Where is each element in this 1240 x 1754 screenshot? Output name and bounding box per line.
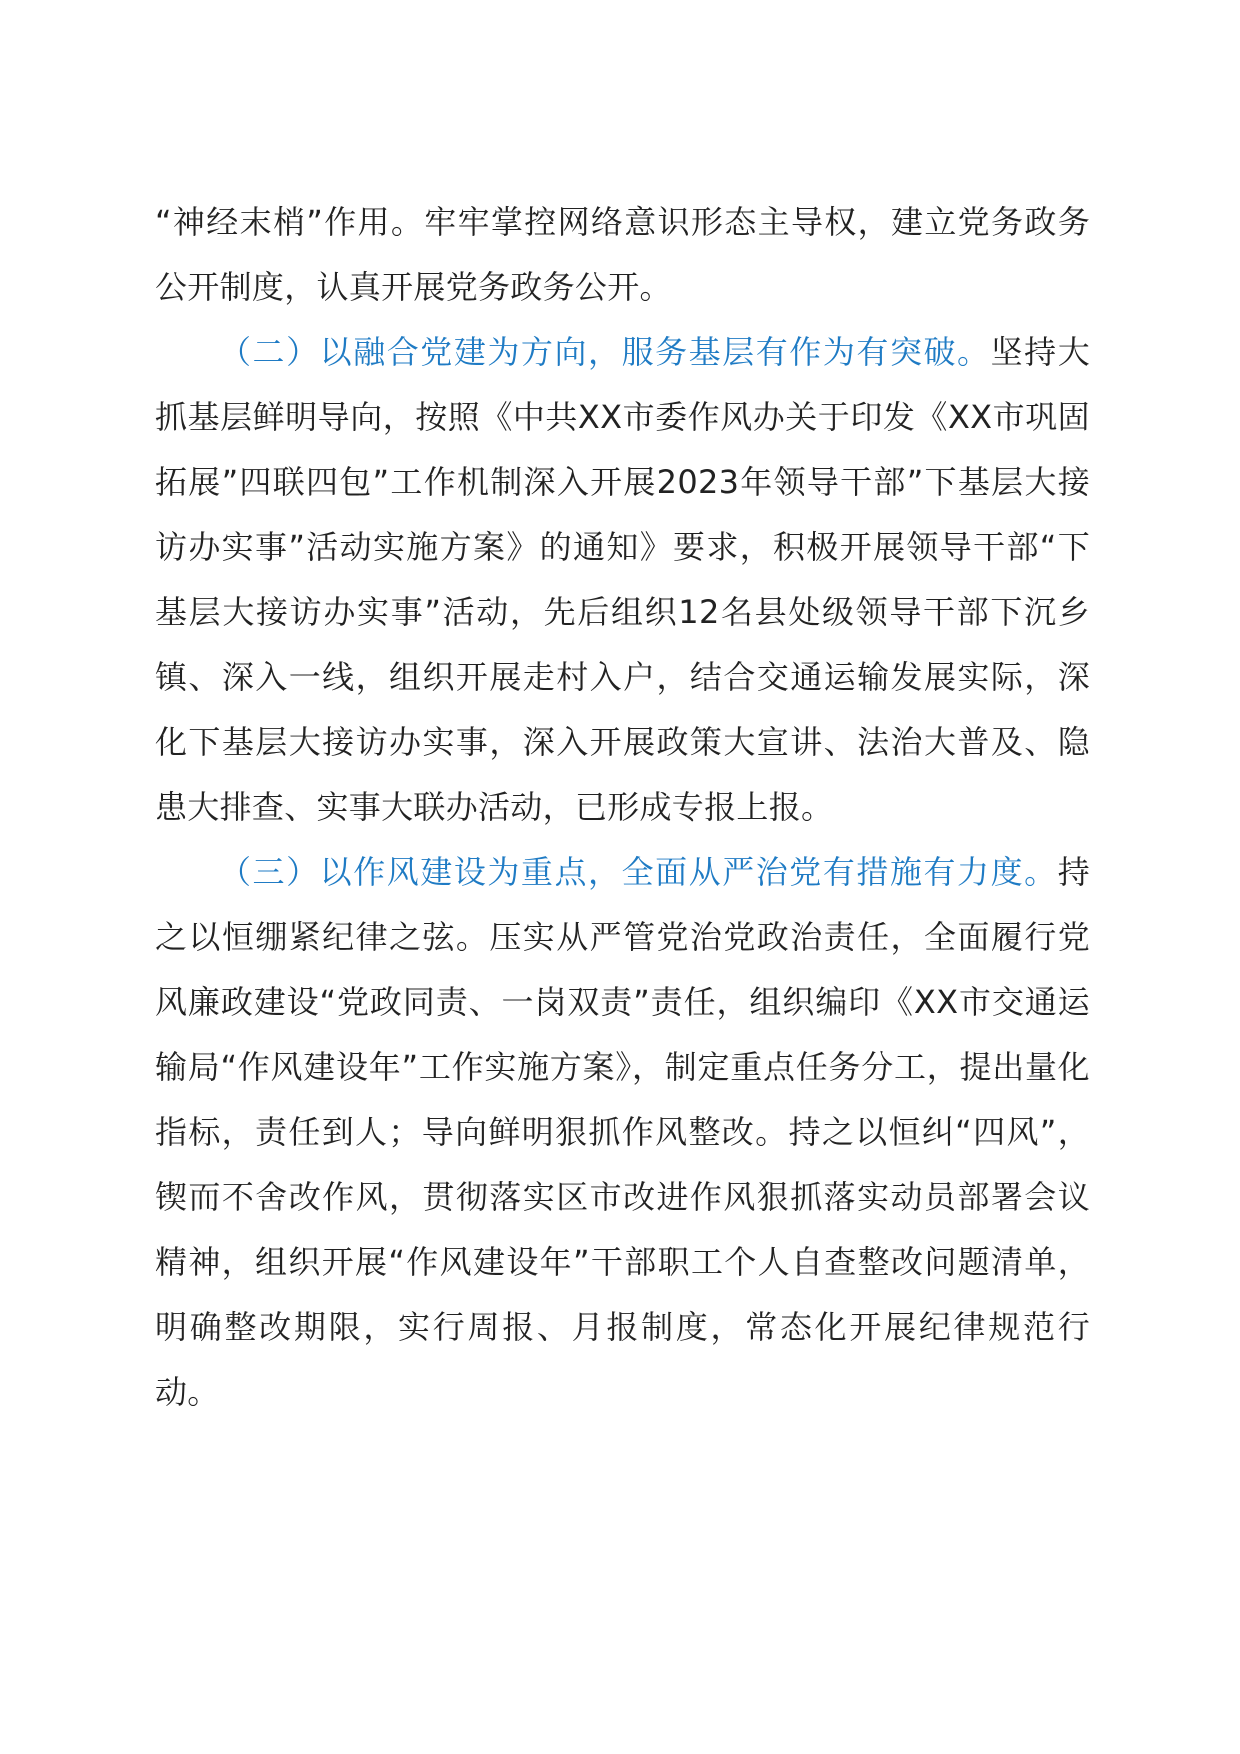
document-page bbox=[155, 190, 1090, 1425]
section-heading: （二）以融合党建为方向，服务基层有作为有突破。 bbox=[219, 333, 991, 371]
paragraph-body: 持之以恒绷紧纪律之弦。压实从严管党治党政治责任，全面履行党风廉政建设“党政同责、一岗双责”责任，组织编印《XX市交通运输局“作风建设年”工作实施方案》，制定重点任务分工，提出量化指标，责任到人；导向鲜明狠抓作风整改。持之以恒纠“四风”，锲而不舍改作风，贯彻落实区市改进作风狠抓落实动员部署会议精神，组织开展“作风建设年”干部职工个人自查整改问题清单，明确整改期限，实行周报、月报制度，常态化开展纪律规范行动。 bbox=[155, 853, 1090, 1411]
paragraph-body: “神经末梢”作用。牢牢掌控网络意识形态主导权，建立党务政务公开制度，认真开展党务政务公开。 bbox=[155, 203, 1090, 306]
paragraph-section-2 bbox=[155, 320, 1090, 840]
paragraph-continuation bbox=[155, 190, 1090, 320]
paragraph-body: 坚持大抓基层鲜明导向，按照《中共XX市委作风办关于印发《XX市巩固拓展”四联四包”工作机制深入开展2023年领导干部”下基层大接访办实事”活动实施方案》的通知》要求，积极开展领导干部“下基层大接访办实事”活动，先后组织12名县处级领导干部下沉乡镇、深入一线，组织开展走村入户，结合交通运输发展实际，深化下基层大接访办实事，深入开展政策大宣讲、法治大普及、隐患大排查、实事大联办活动，已形成专报上报。 bbox=[155, 333, 1090, 826]
section-heading: （三）以作风建设为重点，全面从严治党有措施有力度。 bbox=[219, 853, 1058, 891]
paragraph-section-3 bbox=[155, 840, 1090, 1425]
